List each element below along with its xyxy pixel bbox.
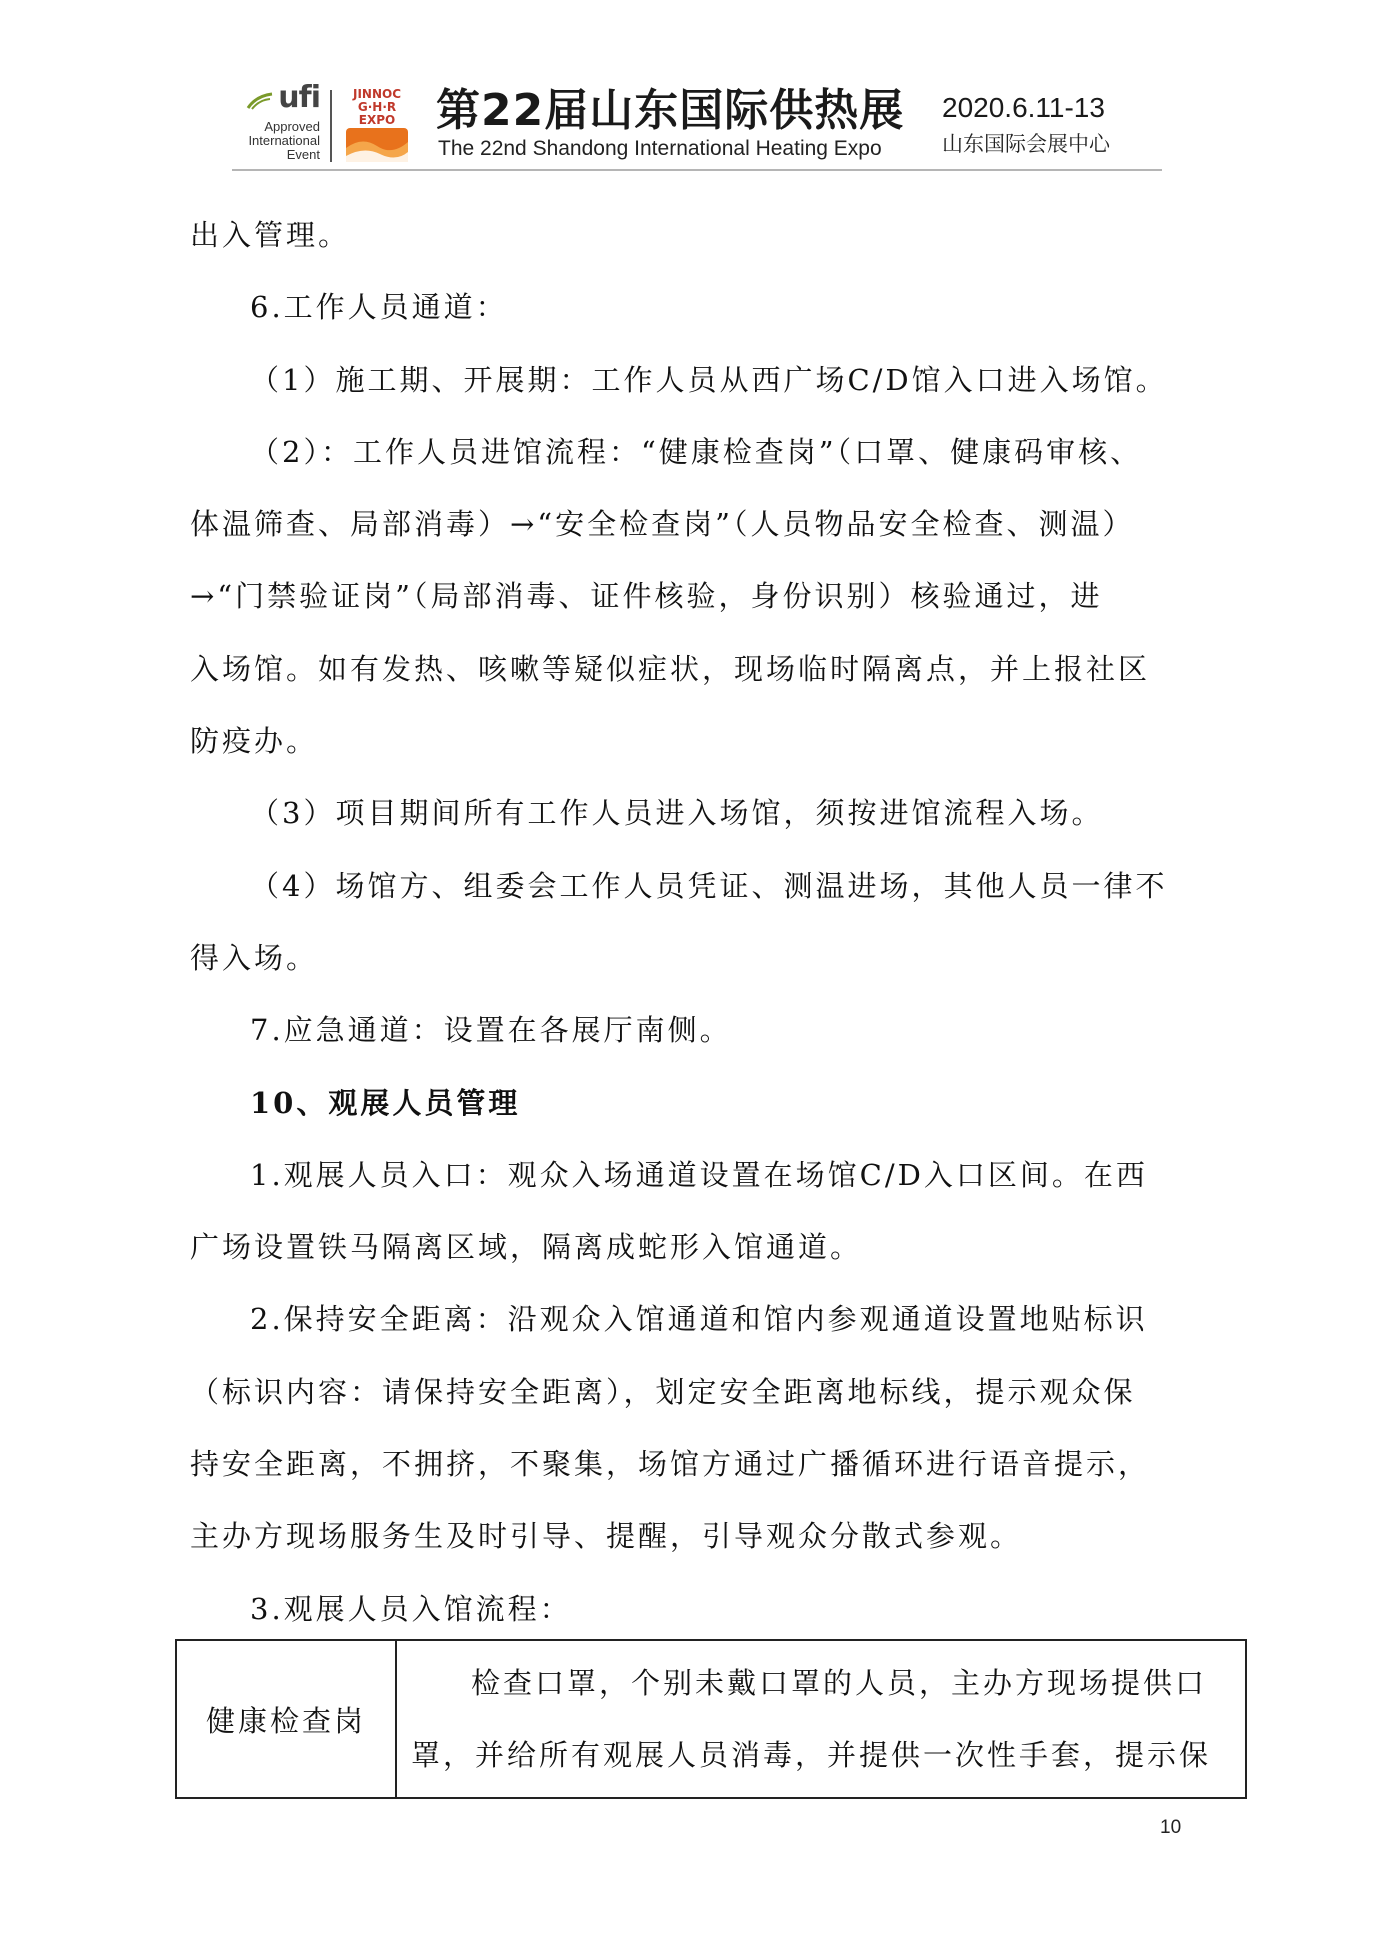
table-cell-line: 检查口罩，个别未戴口罩的人员，主办方现场提供口 xyxy=(471,1666,1208,1700)
header-separator xyxy=(330,90,332,162)
paragraph-line: 3.观展人员入馆流程： xyxy=(250,1591,572,1626)
paragraph-line: →“门禁验证岗”（局部消毒、证件核验，身份识别）核验通过，进 xyxy=(190,579,1103,614)
table-cell-line: 罩，并给所有观展人员消毒，并提供一次性手套，提示保 xyxy=(411,1738,1212,1772)
header-rule xyxy=(232,169,1162,171)
ufi-line-1: Approved xyxy=(264,119,320,134)
ufi-line-2: International xyxy=(248,133,320,148)
paragraph-line: （2）：工作人员进馆流程：“健康检查岗”（口罩、健康码审核、 xyxy=(250,434,1143,469)
paragraph-line: （4）场馆方、组委会工作人员凭证、测温进场，其他人员一律不 xyxy=(250,868,1168,903)
expo-logo xyxy=(342,88,412,162)
expo-date: 2020.6.11-13 xyxy=(942,92,1105,123)
logo-line-2: G·H·R xyxy=(357,100,397,114)
ufi-logo xyxy=(232,80,324,164)
expo-venue: 山东国际会展中心 xyxy=(942,132,1110,156)
flame-wave-icon xyxy=(346,128,408,162)
page-header xyxy=(232,80,1162,170)
paragraph-line: 主办方现场服务生及时引导、提醒，引导观众分散式参观。 xyxy=(190,1519,1023,1554)
paragraph-line: 6.工作人员通道： xyxy=(250,290,508,325)
table-row xyxy=(176,1640,1246,1798)
paragraph-line: 广场设置铁马隔离区域，隔离成蛇形入馆通道。 xyxy=(190,1230,863,1265)
paragraph-line: 持安全距离，不拥挤，不聚集，场馆方通过广播循环进行语音提示， xyxy=(190,1447,1151,1482)
paragraph-line: （标识内容：请保持安全距离），划定安全距离地标线，提示观众保 xyxy=(190,1374,1136,1409)
logo-line-1: JINNOC xyxy=(352,87,402,101)
paragraph-line: 出入管理。 xyxy=(190,218,351,252)
table-cell-content xyxy=(396,1640,1246,1798)
entry-process-table xyxy=(175,1639,1247,1799)
logo-line-3: EXPO xyxy=(358,113,396,127)
paragraph-line: 入场馆。如有发热、咳嗽等疑似症状，现场临时隔离点，并上报社区 xyxy=(190,651,1151,686)
ufi-line-3: Event xyxy=(286,147,320,162)
paragraph-line: 得入场。 xyxy=(190,940,319,975)
expo-title-cn: 第22届山东国际供热展 xyxy=(436,85,905,136)
paragraph-line: 7.应急通道：设置在各展厅南侧。 xyxy=(250,1013,732,1048)
paragraph-line: 1.观展人员入口：观众入场通道设置在场馆C/D入口区间。在西 xyxy=(250,1157,1148,1192)
paragraph-line: （1）施工期、开展期：工作人员从西广场C/D馆入口进入场馆。 xyxy=(250,362,1168,397)
expo-title-en: The 22nd Shandong International Heating Expo xyxy=(438,137,882,160)
paragraph-line: 防疫办。 xyxy=(190,724,319,759)
paragraph-line: 体温筛查、局部消毒）→“安全检查岗”（人员物品安全检查、测温） xyxy=(190,507,1135,542)
section-heading: 10、观展人员管理 xyxy=(250,1085,521,1120)
paragraph-line: 2.保持安全距离：沿观众入馆通道和馆内参观通道设置地贴标识 xyxy=(250,1302,1148,1337)
ufi-mark: ufi xyxy=(278,80,320,115)
paragraph-line: （3）项目期间所有工作人员进入场馆，须按进馆流程入场。 xyxy=(250,796,1104,831)
page-number: 10 xyxy=(1160,1817,1182,1838)
table-cell-label: 健康检查岗 xyxy=(176,1640,396,1798)
document-body xyxy=(190,199,1190,1645)
ufi-swoosh-icon xyxy=(246,92,274,110)
